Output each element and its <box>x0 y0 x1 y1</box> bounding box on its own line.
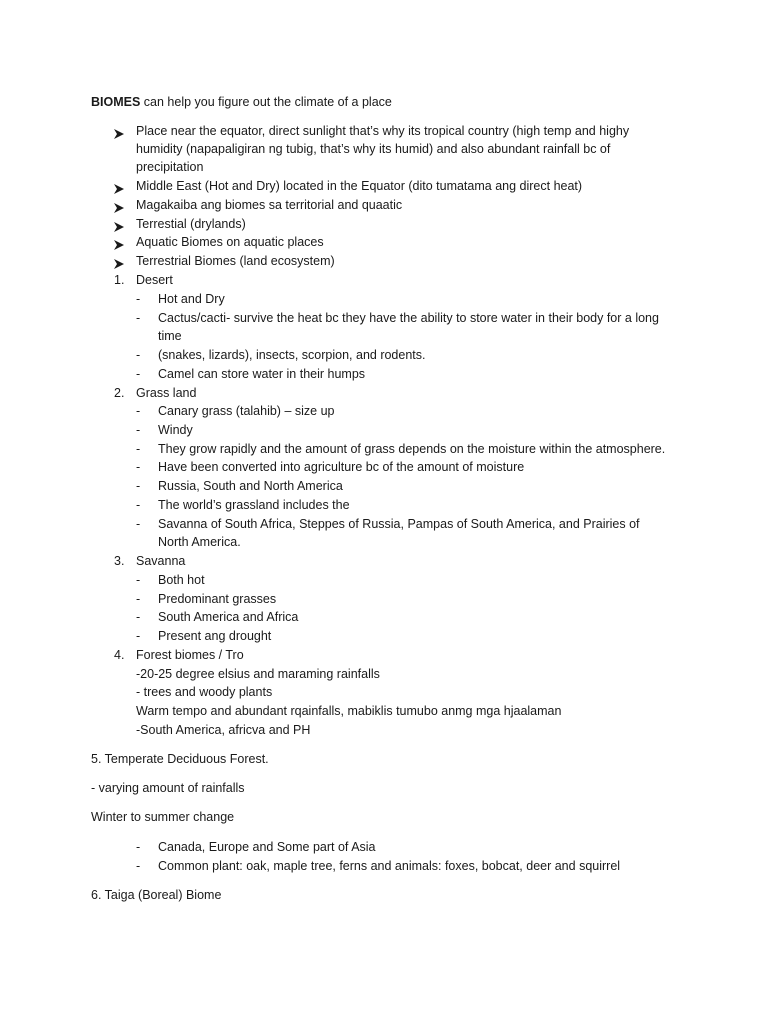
arrow-bullet-icon <box>113 257 125 269</box>
dash-bullet: - <box>136 348 141 362</box>
intro-keyword: BIOMES <box>91 95 141 109</box>
list-item: Have been converted into agriculture bc of the amount of moisture <box>158 460 525 474</box>
dash-bullet: - <box>136 859 141 873</box>
dash-bullet: - <box>136 573 141 587</box>
plain-line: -South America, africva and PH <box>136 723 311 737</box>
dash-bullet: - <box>136 840 141 854</box>
intro-text: can help you figure out the climate of a place <box>140 95 392 109</box>
dash-bullet: - <box>136 311 141 325</box>
dash-bullet: - <box>136 498 141 512</box>
arrow-bullet-icon <box>113 238 125 250</box>
section-title: Savanna <box>136 554 186 568</box>
arrow-bullet-icon <box>113 220 125 232</box>
list-item: Canada, Europe and Some part of Asia <box>158 840 376 854</box>
list-item: Predominant grasses <box>158 592 277 606</box>
arrow-item-text: Middle East (Hot and Dry) located in the Equator (dito tumatama ang direct heat) <box>136 179 583 193</box>
plain-line: - trees and woody plants <box>136 685 273 699</box>
arrow-item-text: Terrestrial Biomes (land ecosystem) <box>136 254 335 268</box>
list-item: South America and Africa <box>158 610 299 624</box>
dash-bullet: - <box>136 479 141 493</box>
intro-line <box>91 93 392 112</box>
section-heading: 6. Taiga (Boreal) Biome <box>91 888 222 902</box>
list-item: Windy <box>158 423 193 437</box>
plain-line: Warm tempo and abundant rqainfalls, mabiklis tumubo anmg mga hjaalaman <box>136 704 562 718</box>
section-number: 2. <box>114 386 125 400</box>
section-title: Grass land <box>136 386 197 400</box>
list-item: Common plant: oak, maple tree, ferns and animals: foxes, bobcat, deer and squirrel <box>158 859 621 873</box>
list-item: Canary grass (talahib) – size up <box>158 404 335 418</box>
dash-bullet: - <box>136 442 141 456</box>
list-item: (snakes, lizards), insects, scorpion, and rodents. <box>158 348 426 362</box>
arrow-bullet-icon <box>113 182 125 194</box>
section-title: Forest biomes / Tro <box>136 648 244 662</box>
arrow-item-text: Terrestial (drylands) <box>136 217 246 231</box>
section-number: 1. <box>114 273 125 287</box>
arrow-item-text: Magakaiba ang biomes sa territorial and quaatic <box>136 198 403 212</box>
dash-bullet: - <box>136 460 141 474</box>
arrow-bullet-icon <box>113 127 125 139</box>
arrow-item-text: Aquatic Biomes on aquatic places <box>136 235 324 249</box>
list-item: They grow rapidly and the amount of grass depends on the moisture within the atmosphere. <box>158 442 666 456</box>
section-number: 3. <box>114 554 125 568</box>
list-item: Hot and Dry <box>158 292 225 306</box>
list-item: time <box>158 329 182 343</box>
dash-bullet: - <box>136 404 141 418</box>
list-item: The world’s grassland includes the <box>158 498 350 512</box>
list-item: Both hot <box>158 573 205 587</box>
list-item: Russia, South and North America <box>158 479 343 493</box>
dash-bullet: - <box>136 592 141 606</box>
plain-line: Winter to summer change <box>91 810 235 824</box>
arrow-item-text: humidity (napapaligiran ng tubig, that’s why its humid) and also abundant rainfall bc of <box>136 142 611 156</box>
list-item: Cactus/cacti- survive the heat bc they have the ability to store water in their body for a long <box>158 311 659 325</box>
section-number: 4. <box>114 648 125 662</box>
dash-bullet: - <box>136 629 141 643</box>
section-title: Desert <box>136 273 173 287</box>
list-item: Present ang drought <box>158 629 272 643</box>
section-heading: 5. Temperate Deciduous Forest. <box>91 752 269 766</box>
plain-line: -20-25 degree elsius and maraming rainfalls <box>136 667 380 681</box>
dash-bullet: - <box>136 517 141 531</box>
list-item: Savanna of South Africa, Steppes of Russia, Pampas of South America, and Prairies of <box>158 517 640 531</box>
list-item: North America. <box>158 535 241 549</box>
dash-bullet: - <box>136 610 141 624</box>
arrow-item-text: Place near the equator, direct sunlight that’s why its tropical country (high temp and highy <box>136 124 630 138</box>
arrow-item-text: precipitation <box>136 160 204 174</box>
dash-bullet: - <box>136 367 141 381</box>
plain-line: - varying amount of rainfalls <box>91 781 245 795</box>
list-item: Camel can store water in their humps <box>158 367 366 381</box>
arrow-bullet-icon <box>113 201 125 213</box>
dash-bullet: - <box>136 423 141 437</box>
dash-bullet: - <box>136 292 141 306</box>
